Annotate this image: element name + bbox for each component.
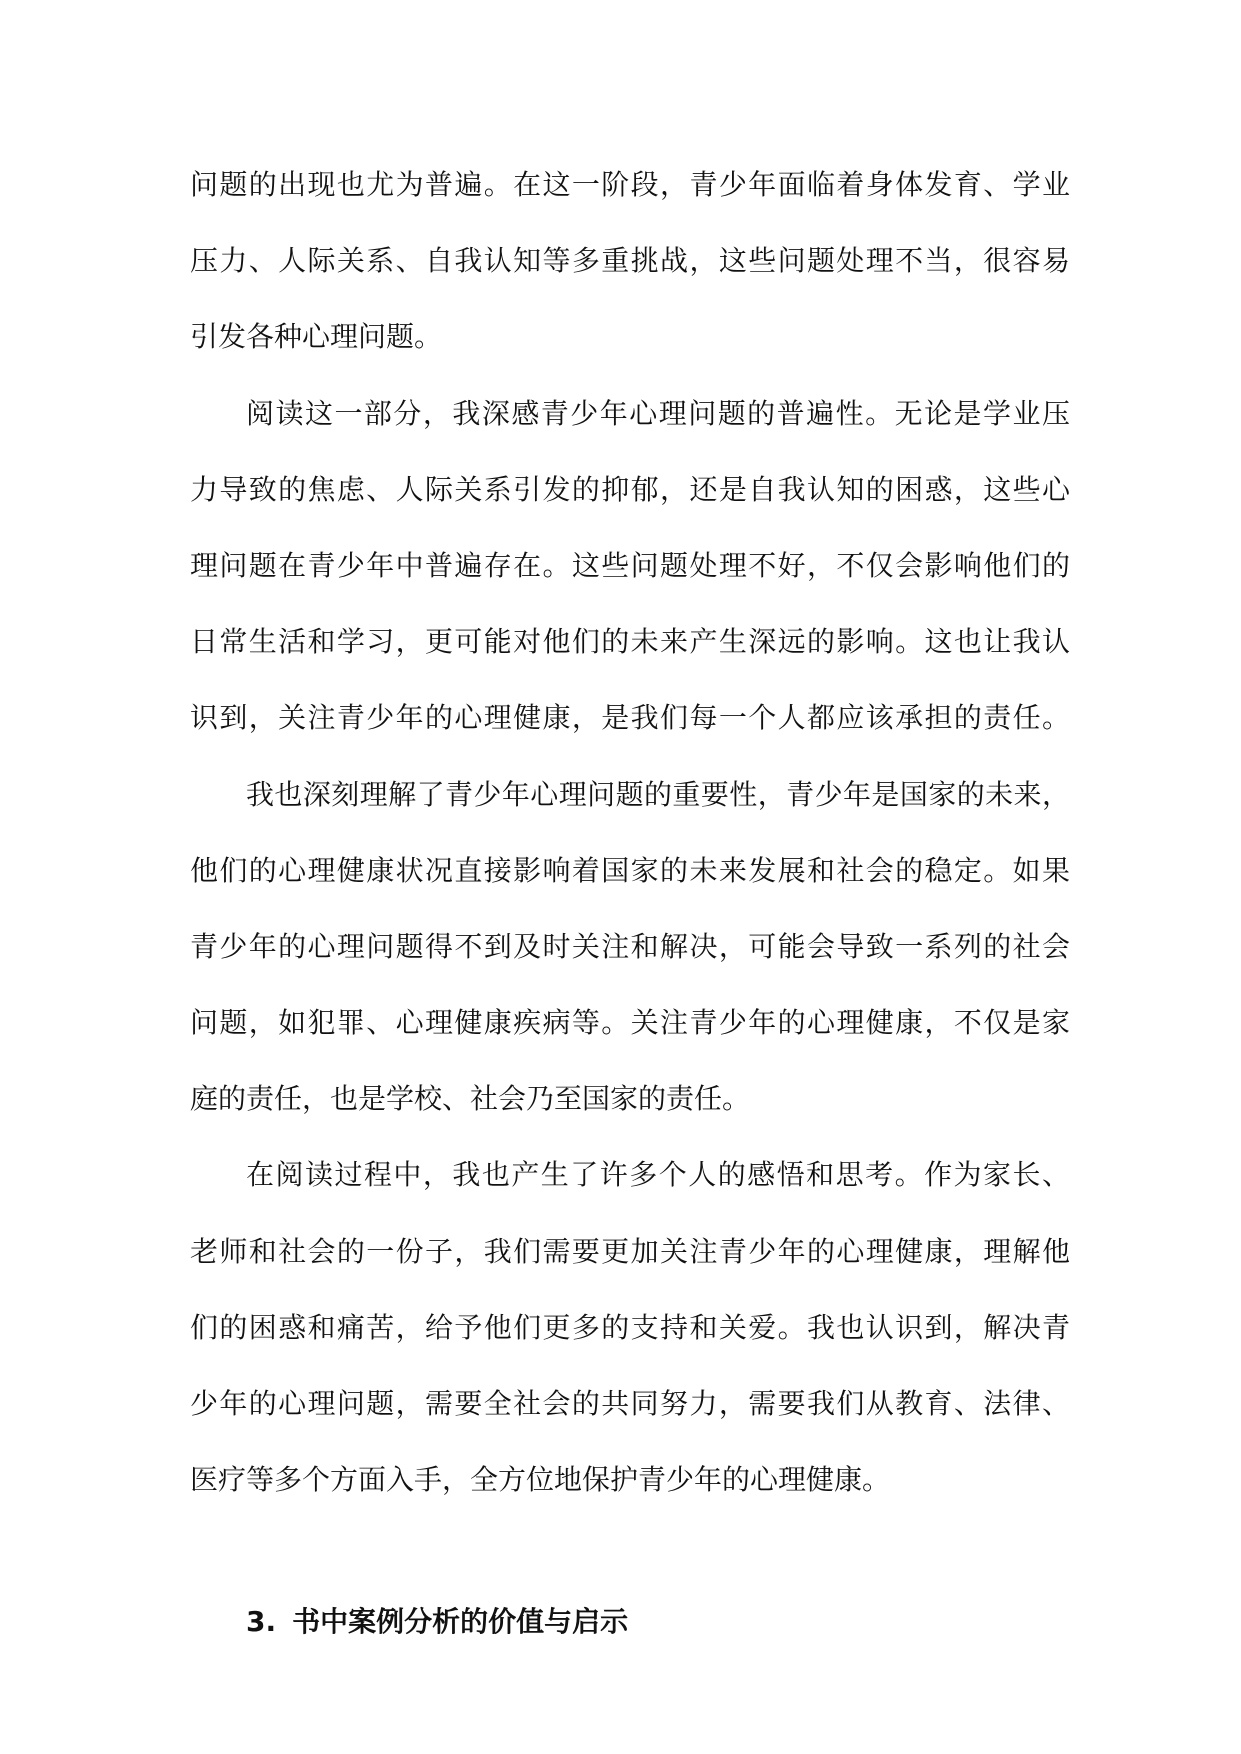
text-line: 老师和社会的一份子，我们需要更加关注青少年的心理健康，理解他: [190, 1234, 1070, 1268]
text-line: 问题的出现也尤为普遍。在这一阶段，青少年面临着身体发育、学业: [190, 168, 1070, 201]
text-line: 识到，关注青少年的心理健康，是我们每一个人都应该承担的责任。: [190, 701, 1070, 735]
text-line: 问题，如犯罪、心理健康疾病等。关注青少年的心理健康，不仅是家: [190, 1006, 1070, 1040]
text-line: 青少年的心理问题得不到及时关注和解决，可能会导致一系列的社会: [190, 929, 1070, 963]
text-line: 压力、人际关系、自我认知等多重挑战，这些问题处理不当，很容易: [190, 244, 1070, 278]
text-line: 力导致的焦虑、人际关系引发的抑郁，还是自我认知的困惑，这些心: [190, 472, 1070, 506]
text-line: 少年的心理问题，需要全社会的共同努力，需要我们从教育、法律、: [190, 1387, 1070, 1420]
section-title: 书中案例分析的价值与启示: [292, 1605, 629, 1638]
text-line: 们的困惑和痛苦，给予他们更多的支持和关爱。我也认识到，解决青: [190, 1310, 1070, 1344]
text-line: 我也深刻理解了青少年心理问题的重要性，青少年是国家的未来，: [246, 777, 1070, 811]
text-line: 理问题在青少年中普遍存在。这些问题处理不好，不仅会影响他们的: [190, 548, 1070, 582]
section-number: 3.: [246, 1605, 277, 1638]
text-line: 他们的心理健康状况直接影响着国家的未来发展和社会的稳定。如果: [190, 853, 1070, 887]
text-line: 日常生活和学习，更可能对他们的未来产生深远的影响。这也让我认: [190, 625, 1070, 659]
text-line: 阅读这一部分，我深感青少年心理问题的普遍性。无论是学业压: [246, 396, 1070, 430]
body-text: [190, 147, 1070, 1518]
text-line: 在阅读过程中，我也产生了许多个人的感悟和思考。作为家长、: [246, 1158, 1070, 1192]
section-heading: [246, 1602, 628, 1642]
text-line: 庭的责任，也是学校、社会乃至国家的责任。: [190, 1082, 751, 1116]
text-line: 引发各种心理问题。: [190, 320, 443, 354]
text-line: 医疗等多个方面入手，全方位地保护青少年的心理健康。: [190, 1463, 891, 1497]
